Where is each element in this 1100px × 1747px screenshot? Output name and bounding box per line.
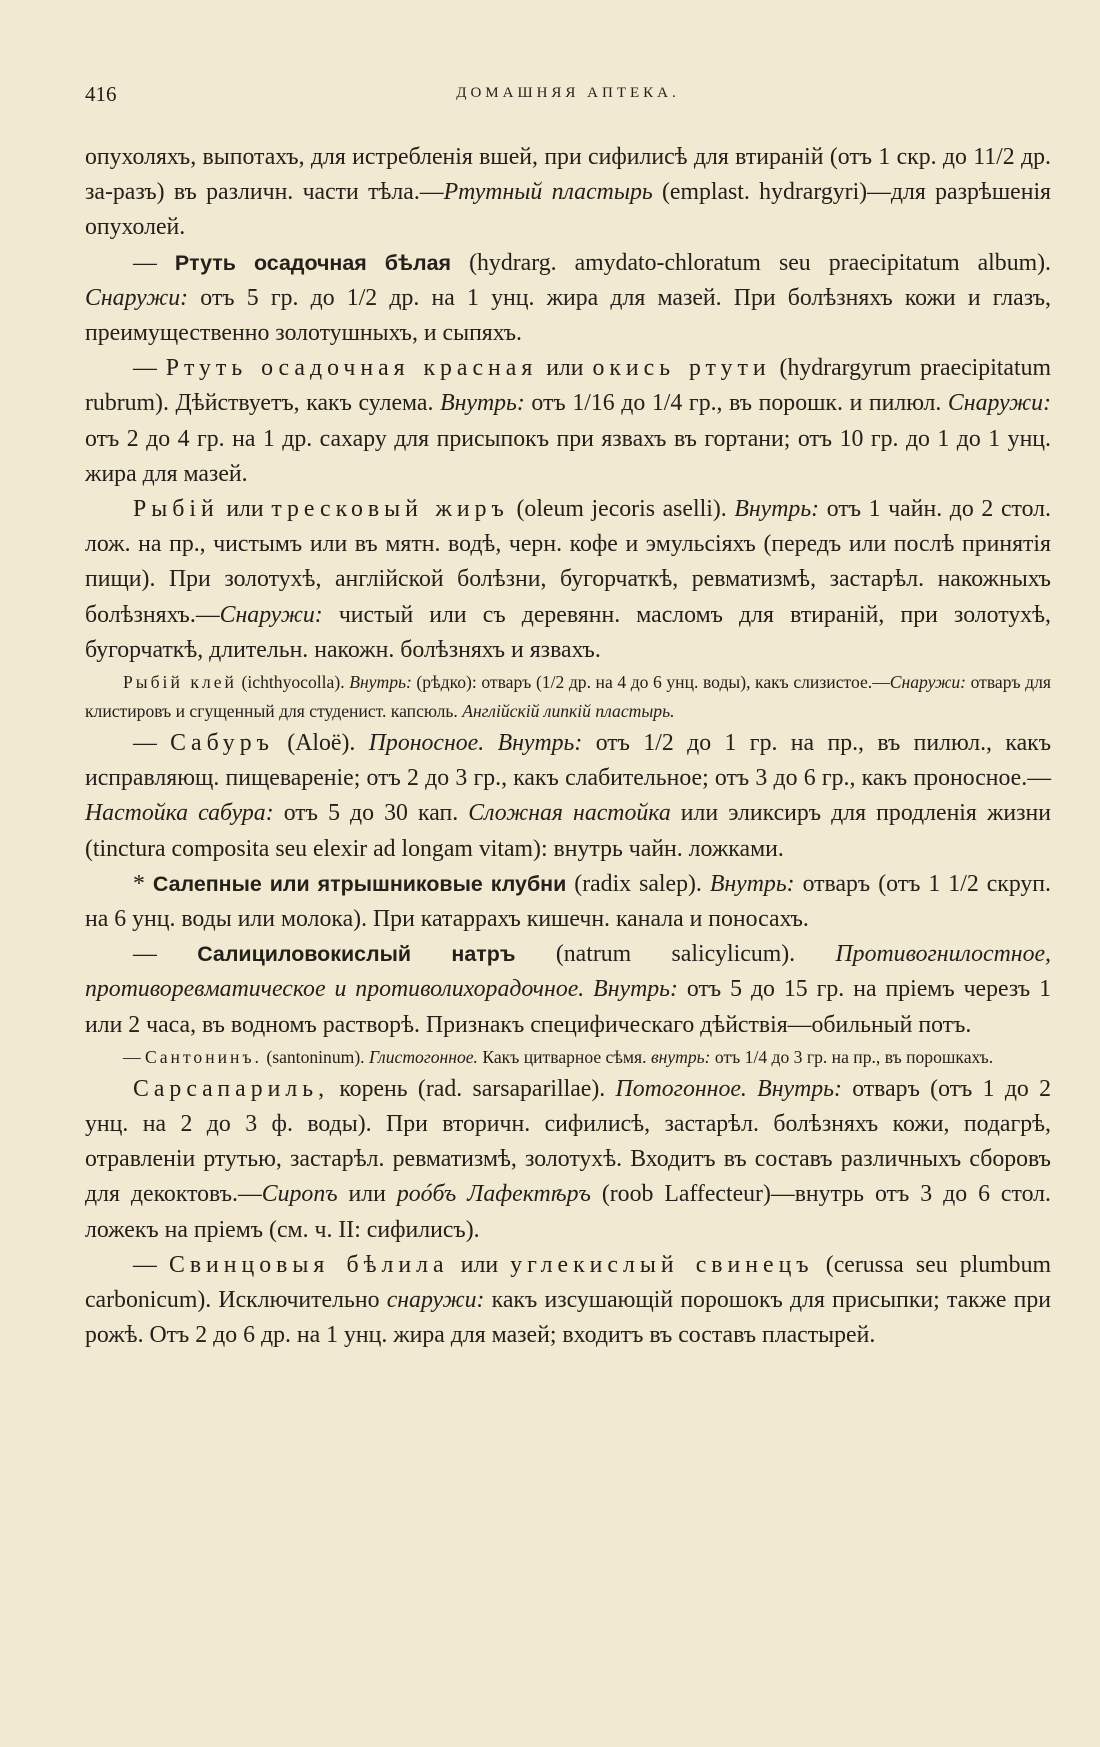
text-run: Снаружи: [889,672,967,693]
text-run: Снаружи: [85,284,189,311]
text-run: какъ изсушающій порошокъ для присыпки; также при рожѣ. Отъ 2 до 6 др. на 1 унц. жира для мазей; входитъ въ составъ пластырей. [85,1287,1051,1349]
text-run: роóбъ Лафектѣръ [396,1181,591,1208]
text-run: Англійскій липкій пластырь. [462,701,675,722]
text-run: (hydrarg. amydato-chloratum seu praecipitatum album). [451,249,1051,276]
page-header [85,82,1051,110]
text-run: отваръ для клистировъ и сгущенный для студенист. капсюль. [85,672,1051,722]
text-run: опухоляхъ, выпотахъ, для истребленія вшей, при сифилисѣ для втираній (отъ 1 скр. до 1 [85,144,985,170]
text-run: (ichthyocolla). [236,672,350,693]
text-run: углекислый свинецъ [510,1251,814,1278]
text-run: или эликсиръ для продленія жизни (tinctura composita seu elexir ad longam vitam): внутрь чайн. ложками. [85,800,1051,862]
entry-paragraph [85,867,1051,937]
text-run: отъ 5 до 15 гр. на пріемъ черезъ 1 или 2 часа, въ водномъ растворѣ. Признакъ специфическаго дѣйствія—обильный потъ. [85,976,1051,1038]
text-run: Снаружи: [947,390,1051,417]
text-run: Рыбій [133,496,219,523]
entry-paragraph [85,492,1051,668]
entry-paragraph [85,726,1051,867]
entry-paragraph [85,140,1051,246]
text-run: Ртутный пластырь [443,179,653,206]
text-run: Снаружи: [219,601,323,628]
text-run: корень (rad. sarsaparillae). [329,1075,616,1102]
text-run: (cerussa seu plumbum carbonicum). Исключительно [85,1251,1051,1314]
entry-paragraph [85,1248,1051,1354]
text-run: Потогонное. Внутрь: [615,1075,842,1102]
text-run: Ртуть осадочная красная [165,355,538,382]
text-run: тресковый жиръ [271,496,509,523]
text-run: или [218,496,272,523]
text-run: отъ 5 до 30 кап. [273,800,469,827]
text-run: Какъ цитварное сѣмя. [477,1046,651,1067]
text-run: отъ 5 гр. до 1/2 др. на 1 унц. жира для мазей. При болѣзняхъ кожи и глазъ, преимущественно золотушныхъ, и сыпяхъ. [85,284,1051,347]
entry-paragraph [85,1043,1051,1072]
text-run: Рыбій клей [123,672,237,693]
text-run: (santoninum). [261,1046,369,1067]
text-run: Сантонинъ. [145,1046,262,1067]
text-run: или [537,355,593,382]
text-run: или [337,1181,397,1208]
text-run: отъ 1 чайн. до 2 стол. лож. на пр., чистымъ или въ мятн. водѣ, черн. кофе и эмульсіяхъ (передъ или послѣ принятія пищи). При золотухѣ, англійской болѣзни, бугорчаткѣ, ревматизмѣ, застарѣл. накожныхъ болѣзняхъ.— [85,496,1052,628]
text-run: — [133,941,198,968]
text-run: отъ 1/4 до 3 гр. на пр., въ порошкахъ. [710,1046,994,1067]
text-run: Настойка сабура: [85,800,274,827]
text-run: (radix salep). [566,870,710,897]
page-body [85,140,1051,1354]
text-run: др. за-разъ) въ различн. части тѣла.— [85,144,1051,206]
text-run: Глистогонное. [368,1046,478,1067]
text-run: (рѣдко): отваръ (1/2 др. на 4 до 6 унц. воды), какъ слизистое.— [411,672,890,693]
entry-paragraph [85,668,1051,726]
text-run: — [133,730,171,757]
text-run: Внутрь: [349,672,412,693]
entry-paragraph [85,246,1051,352]
text-run: (emplast. hydrargyri)—для разрѣшенія опухолей. [85,179,1052,241]
text-run: 1/2 [984,144,1015,170]
entry-paragraph [85,1072,1051,1248]
text-run: Проносное. Внутрь: [368,730,583,757]
text-run: (oleum jecoris aselli). [508,496,735,523]
text-run: — [123,1046,145,1067]
text-run: — [133,1251,169,1278]
entry-paragraph [85,937,1051,1043]
text-run: снаружи: [386,1287,485,1314]
text-run: отваръ (отъ 1 1/2 скруп. на 6 унц. воды или молока). При катаррахъ кишечн. канала и поносахъ. [85,870,1051,933]
text-run: отъ 1/16 до 1/4 гр., въ порошк. и пилюл. [524,390,948,417]
running-title: ДОМАШНЯЯ АПТЕКА. [456,85,680,101]
text-run: окись ртути [592,355,771,382]
text-run: (hydrargyrum praecipitatum rubrum). Дѣйствуетъ, какъ сулема. [85,355,1051,417]
text-run: * [133,870,153,897]
text-run: Свинцовыя бѣлила [168,1251,449,1278]
page-number: 416 [85,82,117,106]
text-run: — [133,249,175,276]
text-run: Салициловокислый натръ [197,942,516,967]
text-run: внутрь: [650,1046,711,1067]
text-run: Сиропъ [261,1181,338,1208]
text-run: Салепные или ятрышниковые клубни [152,871,567,896]
text-run: Внутрь: [734,496,820,523]
text-run: или [448,1251,511,1278]
text-run: отъ 2 до 4 гр. на 1 др. сахару для присыпокъ при язвахъ въ гортани; отъ 10 гр. до 1 до 1 унц. жира для мазей. [85,425,1051,487]
text-run: Ртуть осадочная бѣлая [174,250,452,275]
text-run: Внутрь: [709,870,795,897]
entry-paragraph [85,351,1051,492]
text-run: Сарсапариль, [133,1075,330,1102]
text-run: Сабуръ [170,730,274,757]
text-run: отваръ (отъ 1 до 2 унц. на 2 до 3 ф. воды). При вторичн. сифилисѣ, застарѣл. болѣзняхъ кожи, подагрѣ, отравленіи ртутью, застарѣл. ревматизмѣ, золотухѣ. Входитъ въ составъ различныхъ сборовъ для декоктовъ.— [85,1075,1052,1208]
text-run: отъ 1/2 до 1 гр. на пр., въ пилюл., какъ исправляющ. пищевареніе; отъ 2 до 3 гр., какъ слабительное; отъ 3 до 6 гр., какъ проносное.— [85,730,1051,792]
text-run: — [133,355,166,382]
text-run: Сложная настойка [468,800,671,827]
text-run: чистый или съ деревянн. масломъ для втираній, при золотухѣ, бугорчаткѣ, длительн. накожн. болѣзняхъ и язвахъ. [85,601,1051,663]
text-run: (Aloë). [273,730,369,757]
text-run: Внутрь: [440,390,525,417]
text-run: Противогнилостное, противоревматическое и противолихорадочное. Внутрь: [85,941,1051,1003]
text-run: (natrum salicylicum). [515,941,836,968]
text-run: (roob Laffecteur)—внутрь отъ 3 до 6 стол. ложекъ на пріемъ (см. ч. II: сифилисъ). [85,1181,1051,1243]
